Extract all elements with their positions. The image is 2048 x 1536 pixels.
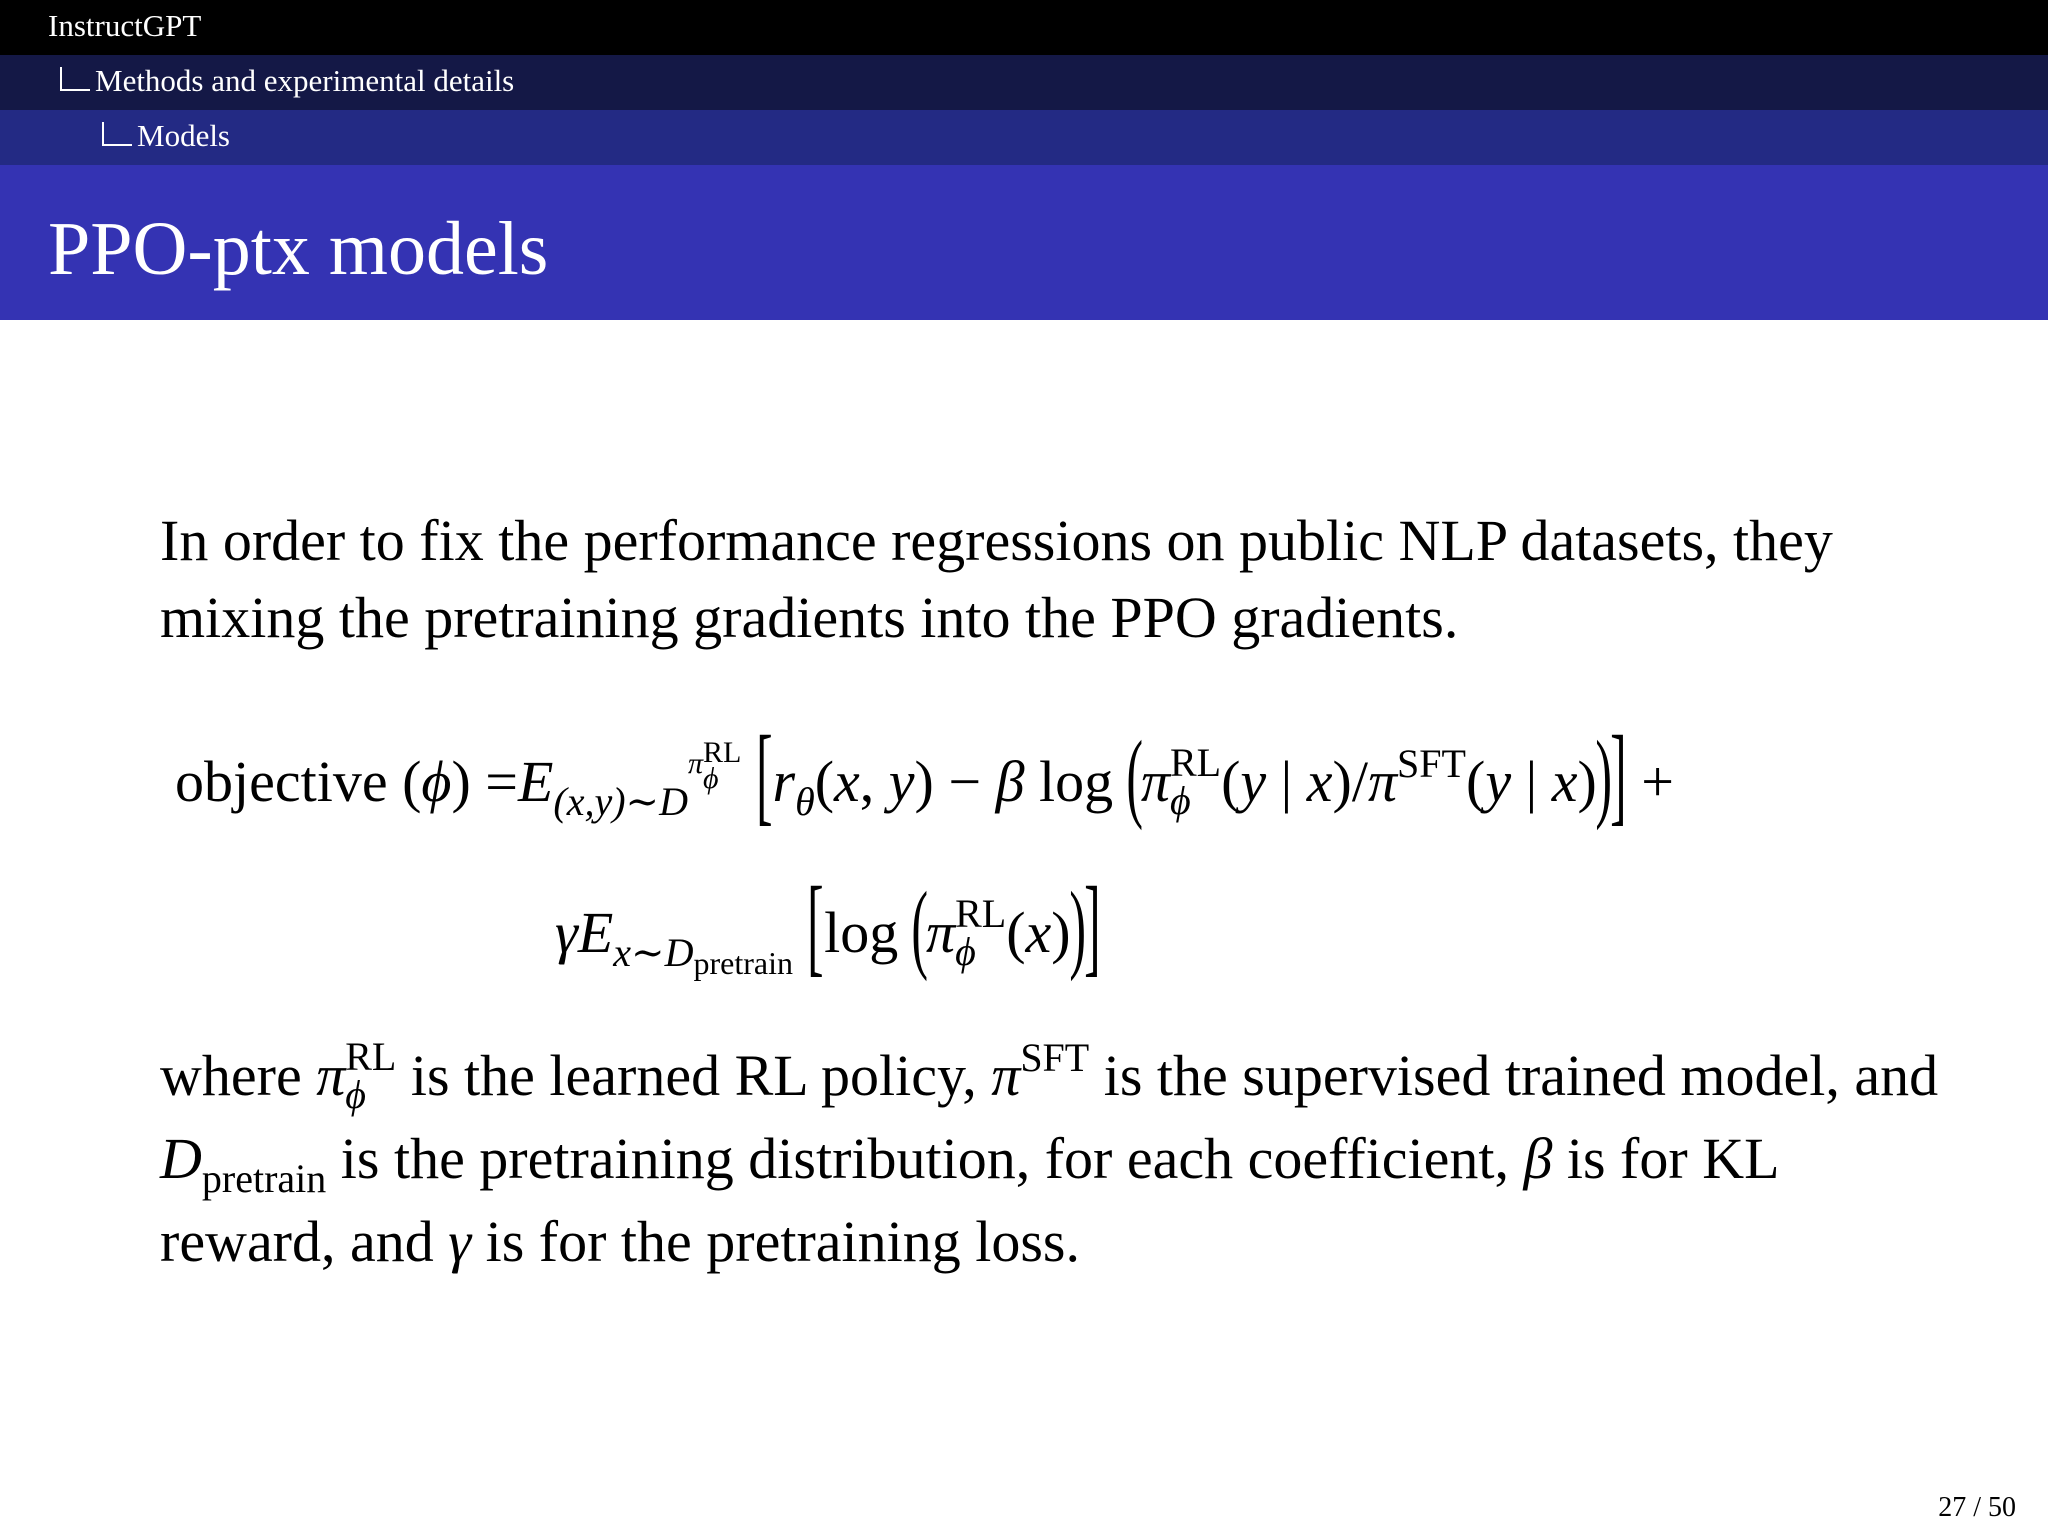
eq-expect-subscript2: x∼D xyxy=(613,930,694,975)
where-text: is the learned RL policy, xyxy=(396,1043,992,1108)
eq-rl: RL xyxy=(703,736,742,769)
eq-log: log xyxy=(824,900,899,965)
eq-rl: RL xyxy=(1169,739,1222,785)
intro-paragraph: In order to fix the performance regressions on public NLP datasets, they mixing the pretraining gradients into the PPO gradients. xyxy=(160,508,1833,650)
tree-corner-icon xyxy=(102,122,132,146)
eq-pi: π xyxy=(687,747,703,780)
eq-sft: SFT xyxy=(1397,741,1466,786)
slide-title-bar xyxy=(0,165,2048,320)
eq-rl: RL xyxy=(955,890,1007,936)
tree-corner-icon xyxy=(60,67,90,91)
eq-log: log xyxy=(1038,749,1114,814)
breadcrumb-level3-label: Models xyxy=(137,118,230,153)
breadcrumb-level1-label: InstructGPT xyxy=(48,8,202,43)
eq-phi: ϕ xyxy=(1169,777,1191,823)
where-text: is for KL reward, and xyxy=(160,1126,1778,1274)
eq-beta: β xyxy=(995,749,1025,814)
eq-expect-subscript: (x,y)∼D xyxy=(553,779,688,824)
eq-pi: π xyxy=(316,1043,346,1108)
left-paren: ( xyxy=(1125,720,1143,831)
where-text: is the pretraining distribution, for each coefficient, xyxy=(326,1126,1524,1191)
eq-pi: π xyxy=(926,900,956,965)
left-paren: ( xyxy=(911,871,928,982)
breadcrumb-level2-label: Methods and experimental details xyxy=(95,63,515,98)
right-bracket: ] xyxy=(1084,864,1101,986)
where-paragraph xyxy=(160,1033,1940,1280)
eq-phi: ϕ xyxy=(421,749,452,814)
eq-sft: SFT xyxy=(1020,1035,1090,1080)
eq-reward: r xyxy=(772,749,796,814)
eq-phi: ϕ xyxy=(345,1071,366,1117)
eq-gamma: γ xyxy=(448,1209,472,1274)
right-paren: ) xyxy=(1068,871,1086,982)
eq-pi: π xyxy=(991,1043,1021,1108)
right-bracket: ] xyxy=(1610,713,1627,835)
eq-gamma: γ xyxy=(555,900,578,965)
where-text: where xyxy=(160,1043,317,1108)
eq-rl: RL xyxy=(345,1033,397,1079)
where-text: is the supervised trained model, and xyxy=(1089,1043,1939,1108)
eq-beta: β xyxy=(1523,1126,1553,1191)
left-bracket: [ xyxy=(807,864,825,986)
left-bracket: [ xyxy=(755,713,773,835)
breadcrumb-level3[interactable] xyxy=(0,110,2048,165)
eq-pretrain: pretrain xyxy=(201,1156,327,1201)
slide-title: PPO-ptx models xyxy=(48,207,549,291)
objective-equation-line1: objective $(\phi) =E_{(x,y)\sim D\pi RL \phi}$ [$r_\theta(x$, y) − β log (π RL ϕ (y | $x)/\pi^{SFT}(y$ | x))] + xyxy=(175,713,1674,835)
eq-pi: π xyxy=(1140,749,1170,814)
eq-phi: ϕ xyxy=(703,762,719,795)
objective-equation-line2: $\gamma E_{x\sim D_{pretrain}}$ [log (π RL ϕ (x))] xyxy=(555,864,1101,986)
eq-expectation: E xyxy=(577,900,614,965)
right-paren: ) xyxy=(1595,720,1612,831)
eq-pi: π xyxy=(1367,749,1398,814)
eq-pretrain: pretrain xyxy=(693,945,793,981)
eq-theta: θ xyxy=(795,779,815,824)
eq-phi: ϕ xyxy=(955,928,976,974)
eq-D: D xyxy=(160,1126,202,1191)
where-text: is for the pretraining loss. xyxy=(471,1209,1080,1274)
eq-lhs: objective xyxy=(175,749,388,814)
breadcrumb-level2[interactable] xyxy=(0,55,2048,110)
eq-expectation: E xyxy=(517,749,554,814)
page-number: 27 / 50 xyxy=(1938,1492,2016,1523)
breadcrumb-level1[interactable] xyxy=(0,0,2048,55)
